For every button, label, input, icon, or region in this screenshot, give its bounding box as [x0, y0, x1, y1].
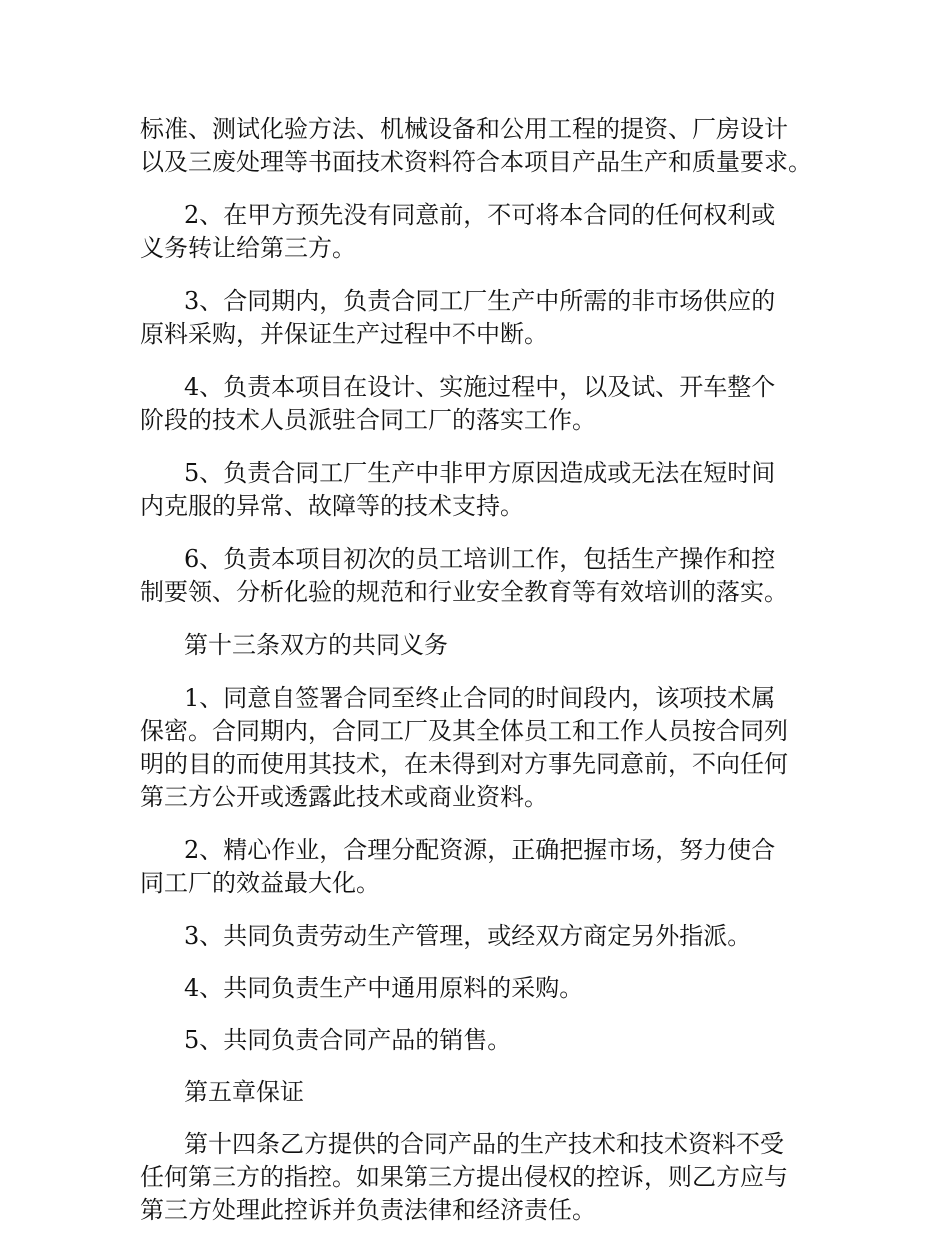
paragraph-8: [140, 682, 830, 814]
paragraph-2: [140, 199, 830, 265]
paragraph-line: 制要领、分析化验的规范和行业安全教育等有效培训的落实。: [140, 578, 788, 606]
paragraph-line: 第三方处理此控诉并负责法律和经济责任。: [140, 1196, 596, 1224]
paragraph-9: [140, 834, 830, 900]
paragraph-line: 3、合同期内，负责合同工厂生产中所需的非市场供应的: [184, 287, 776, 315]
paragraph-10: [140, 920, 830, 953]
paragraph-line: 第三方公开或透露此技术或商业资料。: [140, 783, 548, 811]
heading-line: 第五章保证: [184, 1078, 304, 1106]
paragraph-line: 内克服的异常、故障等的技术支持。: [140, 492, 524, 520]
paragraph-6: [140, 543, 830, 609]
paragraph-line: 1、同意自签署合同至终止合同的时间段内，该项技术属: [184, 684, 776, 712]
paragraph-14: [140, 1128, 830, 1227]
paragraph-line: 任何第三方的指控。如果第三方提出侵权的控诉，则乙方应与: [140, 1163, 788, 1191]
chapter-heading: [140, 1076, 830, 1109]
paragraph-line: 原料采购，并保证生产过程中不中断。: [140, 320, 548, 348]
paragraph-line: 义务转让给第三方。: [140, 234, 356, 262]
paragraph-12: [140, 1024, 830, 1057]
paragraph-line: 以及三废处理等书面技术资料符合本项目产品生产和质量要求。: [140, 148, 812, 176]
heading-line: 第十三条双方的共同义务: [184, 631, 448, 659]
paragraph-line: 第十四条乙方提供的合同产品的生产技术和技术资料不受: [184, 1130, 784, 1158]
paragraph-line: 明的目的而使用其技术，在未得到对方事先同意前，不向任何: [140, 750, 788, 778]
paragraph-3: [140, 285, 830, 351]
paragraph-11: [140, 972, 830, 1005]
paragraph-line: 标准、测试化验方法、机械设备和公用工程的提资、厂房设计: [140, 115, 788, 143]
paragraph-line: 4、负责本项目在设计、实施过程中，以及试、开车整个: [184, 373, 776, 401]
paragraph-5: [140, 457, 830, 523]
paragraph-line: 阶段的技术人员派驻合同工厂的落实工作。: [140, 406, 596, 434]
paragraph-1: [140, 113, 830, 179]
paragraph-line: 6、负责本项目初次的员工培训工作，包括生产操作和控: [184, 545, 776, 573]
paragraph-line: 3、共同负责劳动生产管理，或经双方商定另外指派。: [184, 922, 752, 950]
paragraph-line: 4、共同负责生产中通用原料的采购。: [184, 974, 584, 1002]
paragraph-line: 2、精心作业，合理分配资源，正确把握市场，努力使合: [184, 836, 776, 864]
paragraph-line: 5、负责合同工厂生产中非甲方原因造成或无法在短时间: [184, 459, 776, 487]
paragraph-line: 保密。合同期内，合同工厂及其全体员工和工作人员按合同列: [140, 717, 788, 745]
section-heading: [140, 629, 830, 662]
paragraph-line: 同工厂的效益最大化。: [140, 869, 380, 897]
paragraph-line: 2、在甲方预先没有同意前，不可将本合同的任何权利或: [184, 201, 776, 229]
document-body: [140, 113, 830, 1247]
paragraph-line: 5、共同负责合同产品的销售。: [184, 1026, 512, 1054]
paragraph-4: [140, 371, 830, 437]
